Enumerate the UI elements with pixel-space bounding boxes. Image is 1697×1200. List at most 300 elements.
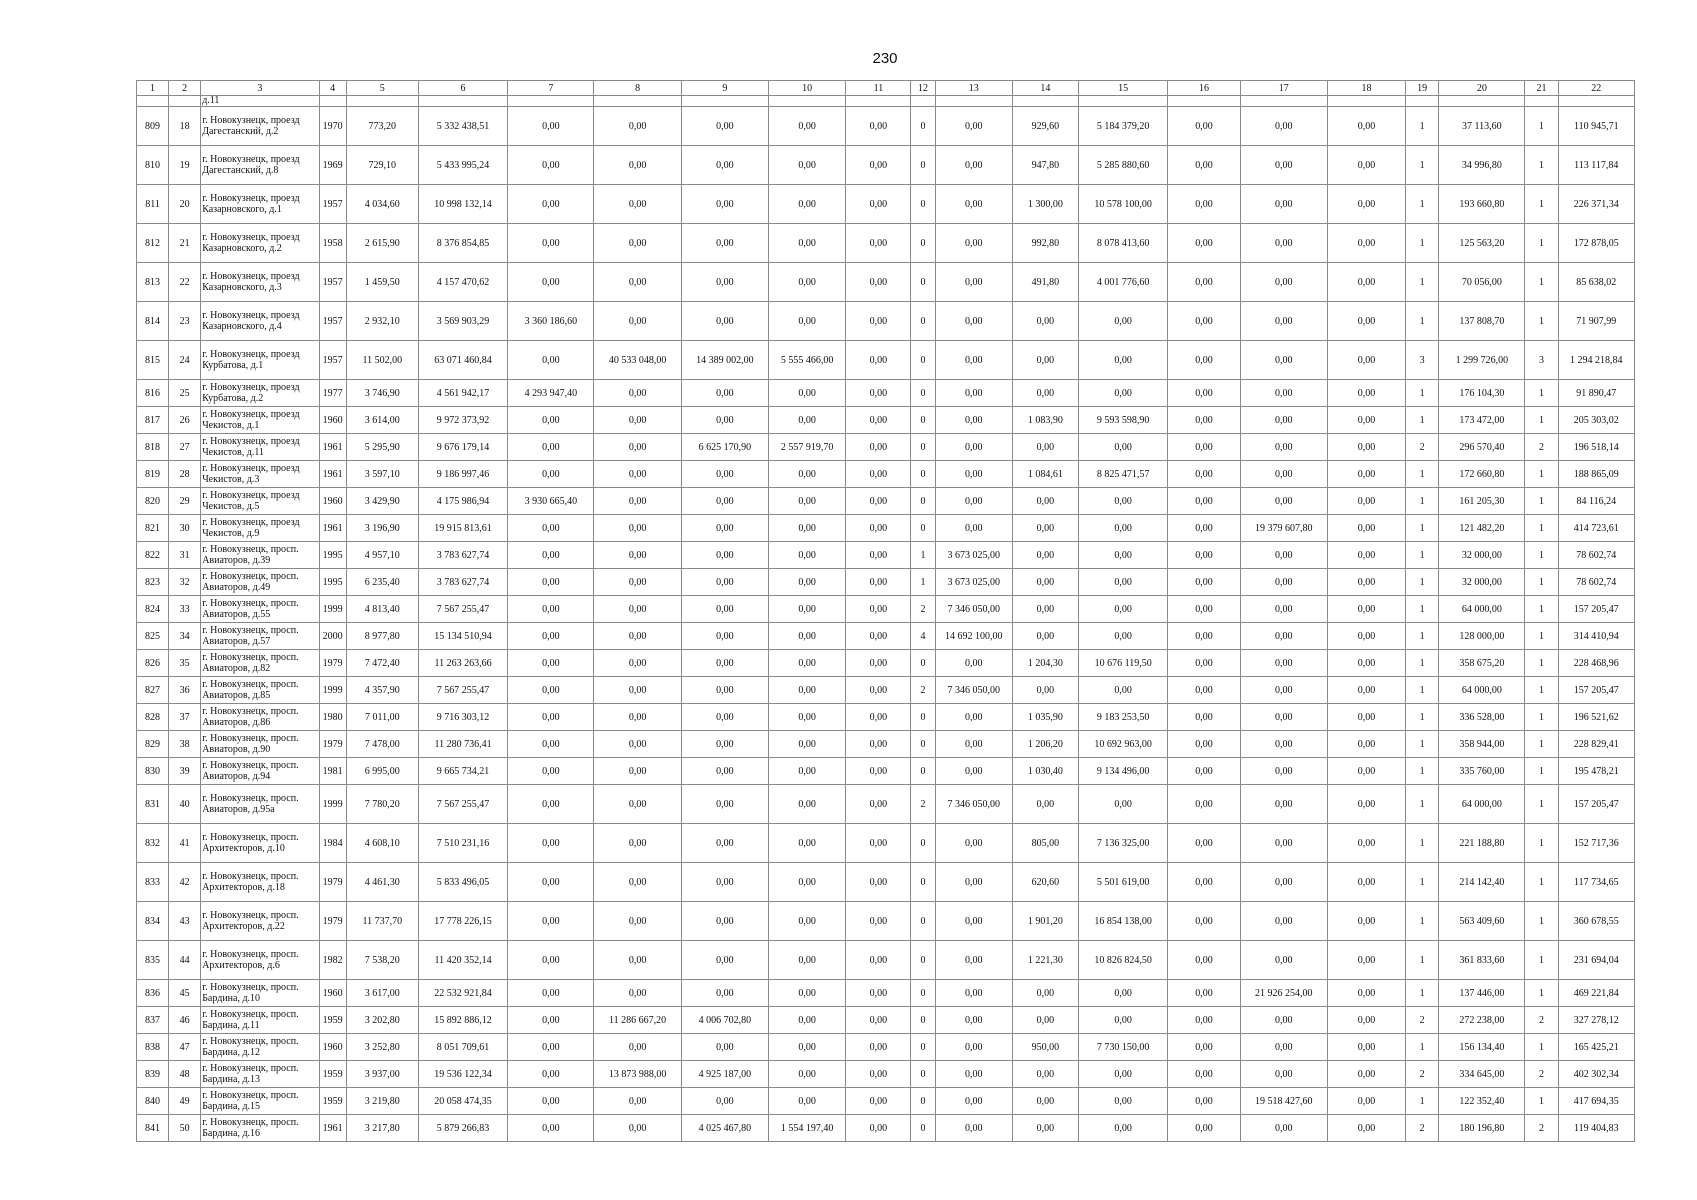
table-cell: 0,00 [846,302,911,341]
table-row [137,941,1635,980]
table-cell: 0,00 [1168,341,1240,380]
table-cell: 1977 [319,380,346,407]
table-cell: 0 [911,341,935,380]
table-cell: 0,00 [1079,785,1168,824]
table-cell: 1979 [319,650,346,677]
table-cell: 0,00 [594,650,681,677]
table-cell: 0,00 [594,863,681,902]
table-cell: 0,00 [1168,1007,1240,1034]
table-row [137,1061,1635,1088]
table-cell: 0,00 [1240,1061,1327,1088]
table-cell: 0,00 [1327,650,1405,677]
table-cell: 3 673 025,00 [935,542,1012,569]
table-cell: 0 [911,461,935,488]
table-cell: 1 [1406,263,1439,302]
table-cell: 0,00 [1012,515,1078,542]
table-cell: 43 [169,902,201,941]
column-header: 22 [1558,81,1634,96]
address-cell: г. Новокузнецк, просп. Авиаторов, д.39 [201,542,319,569]
table-cell: 5 295,90 [346,434,418,461]
table-cell: 0,00 [1327,1088,1405,1115]
table-cell: 0,00 [681,1088,768,1115]
table-cell: 40 533 048,00 [594,341,681,380]
table-cell: 157 205,47 [1558,785,1634,824]
table-cell: 119 404,83 [1558,1115,1634,1142]
address-cell: г. Новокузнецк, просп. Авиаторов, д.49 [201,569,319,596]
table-cell: 9 593 598,90 [1079,407,1168,434]
table-cell: 0 [911,1061,935,1088]
table-cell: 110 945,71 [1558,107,1634,146]
table-cell: 3 617,00 [346,980,418,1007]
table-cell: 1979 [319,731,346,758]
table-cell: 0,00 [1079,1061,1168,1088]
table-cell: 125 563,20 [1439,224,1525,263]
table-cell: 0,00 [1327,902,1405,941]
table-cell: 1959 [319,1088,346,1115]
table-cell: 228 468,96 [1558,650,1634,677]
table-cell: 91 890,47 [1558,380,1634,407]
table-cell: 0,00 [594,515,681,542]
table-cell: 1 [1525,224,1558,263]
table-cell: 4 [911,623,935,650]
table-cell: 32 000,00 [1439,542,1525,569]
table-cell: 1 [1406,569,1439,596]
table-cell: 0,00 [1168,824,1240,863]
table-cell: 0,00 [769,824,846,863]
table-row [137,542,1635,569]
table-cell: 0,00 [1012,623,1078,650]
table-cell: 0,00 [769,650,846,677]
table-cell: 15 134 510,94 [418,623,507,650]
address-cell: г. Новокузнецк, проезд Казарновского, д.3 [201,263,319,302]
table-cell: 0,00 [594,407,681,434]
table-cell: 821 [137,515,169,542]
table-cell: 0,00 [846,1007,911,1034]
table-cell: 0,00 [1012,980,1078,1007]
address-cell: г. Новокузнецк, проезд Чекистов, д.1 [201,407,319,434]
carry-cell [169,96,201,107]
table-cell: 0,00 [846,569,911,596]
table-cell: 29 [169,488,201,515]
table-cell: 831 [137,785,169,824]
table-cell: 1 [1406,542,1439,569]
table-cell: 0,00 [594,980,681,1007]
table-cell: 4 925 187,00 [681,1061,768,1088]
table-cell: 2 615,90 [346,224,418,263]
table-cell: 0,00 [769,623,846,650]
table-cell: 0,00 [935,515,1012,542]
table-cell: 0,00 [769,302,846,341]
table-cell: 417 694,35 [1558,1088,1634,1115]
table-cell: 2 932,10 [346,302,418,341]
table-cell: 402 302,34 [1558,1061,1634,1088]
table-cell: 37 [169,704,201,731]
table-cell: 1959 [319,1061,346,1088]
table-cell: 36 [169,677,201,704]
table-cell: 0,00 [935,302,1012,341]
table-cell: 0,00 [1168,677,1240,704]
table-cell: 0,00 [769,785,846,824]
table-cell: 0,00 [769,863,846,902]
table-cell: 0,00 [769,596,846,623]
table-cell: 70 056,00 [1439,263,1525,302]
table-row [137,302,1635,341]
table-cell: 0,00 [1240,704,1327,731]
table-cell: 0,00 [508,941,594,980]
table-cell: 10 676 119,50 [1079,650,1168,677]
table-cell: 214 142,40 [1439,863,1525,902]
table-cell: 0,00 [935,650,1012,677]
column-header: 11 [846,81,911,96]
table-row [137,785,1635,824]
table-cell: 0,00 [846,380,911,407]
table-cell: 818 [137,434,169,461]
address-cell: г. Новокузнецк, просп. Авиаторов, д.82 [201,650,319,677]
table-cell: 0,00 [1327,263,1405,302]
table-cell: 34 [169,623,201,650]
column-header: 1 [137,81,169,96]
table-cell: 2 [1406,434,1439,461]
table-cell: 5 184 379,20 [1079,107,1168,146]
table-cell: 5 879 266,83 [418,1115,507,1142]
table-cell: 0 [911,863,935,902]
table-cell: 0 [911,434,935,461]
table-cell: 358 944,00 [1439,731,1525,758]
table-cell: 0,00 [508,263,594,302]
table-cell: 0,00 [508,704,594,731]
table-cell: 0,00 [594,704,681,731]
table-cell: 228 829,41 [1558,731,1634,758]
table-cell: 10 826 824,50 [1079,941,1168,980]
table-cell: 0,00 [508,623,594,650]
table-cell: 42 [169,863,201,902]
table-cell: 122 352,40 [1439,1088,1525,1115]
table-cell: 1 [1525,704,1558,731]
table-cell: 839 [137,1061,169,1088]
address-cell: г. Новокузнецк, проезд Казарновского, д.4 [201,302,319,341]
table-row [137,341,1635,380]
table-cell: 0,00 [1240,623,1327,650]
carry-cell [1168,96,1240,107]
table-cell: 0,00 [594,380,681,407]
table-cell: 0,00 [508,107,594,146]
address-cell: г. Новокузнецк, проезд Курбатова, д.2 [201,380,319,407]
table-cell: 0,00 [1327,569,1405,596]
table-cell: 1970 [319,107,346,146]
table-cell: 0,00 [935,1088,1012,1115]
table-cell: 6 995,00 [346,758,418,785]
column-header: 6 [418,81,507,96]
table-cell: 0,00 [1327,596,1405,623]
table-cell: 2 [1406,1007,1439,1034]
table-cell: 1 030,40 [1012,758,1078,785]
table-cell: 4 157 470,62 [418,263,507,302]
table-cell: 137 808,70 [1439,302,1525,341]
table-cell: 0,00 [1079,677,1168,704]
table-cell: 0,00 [846,677,911,704]
table-cell: 0,00 [935,1034,1012,1061]
table-cell: 0,00 [681,407,768,434]
table-cell: 1984 [319,824,346,863]
table-cell: 7 136 325,00 [1079,824,1168,863]
table-cell: 1 [1525,302,1558,341]
table-cell: 0,00 [681,302,768,341]
table-cell: 0,00 [1327,224,1405,263]
table-cell: 0,00 [1240,263,1327,302]
table-cell: 0,00 [681,185,768,224]
table-cell: 1 [1406,380,1439,407]
table-cell: 0,00 [508,1115,594,1142]
table-cell: 5 833 496,05 [418,863,507,902]
table-cell: 4 813,40 [346,596,418,623]
table-cell: 28 [169,461,201,488]
table-cell: 814 [137,302,169,341]
table-cell: 226 371,34 [1558,185,1634,224]
table-row [137,731,1635,758]
column-header: 4 [319,81,346,96]
table-cell: 0,00 [1168,1034,1240,1061]
table-cell: 0,00 [1079,380,1168,407]
table-cell: 0,00 [508,863,594,902]
table-cell: 1 [1406,407,1439,434]
table-cell: 0,00 [935,185,1012,224]
table-cell: 0,00 [508,980,594,1007]
table-cell: 0,00 [1327,461,1405,488]
table-cell: 620,60 [1012,863,1078,902]
carry-cell [319,96,346,107]
table-cell: 7 011,00 [346,704,418,731]
table-cell: 1 [1406,623,1439,650]
table-cell: 0,00 [1168,515,1240,542]
table-cell: 0,00 [1012,380,1078,407]
table-cell: 563 409,60 [1439,902,1525,941]
carry-cell [935,96,1012,107]
table-cell: 947,80 [1012,146,1078,185]
table-cell: 0 [911,941,935,980]
table-cell: 176 104,30 [1439,380,1525,407]
column-header: 8 [594,81,681,96]
table-cell: 0,00 [1168,263,1240,302]
table-cell: 0,00 [1012,785,1078,824]
address-cell: г. Новокузнецк, проезд Чекистов, д.3 [201,461,319,488]
table-cell: 0,00 [1327,758,1405,785]
table-cell: 0,00 [769,185,846,224]
table-cell: 0 [911,146,935,185]
table-cell: 2 [1406,1061,1439,1088]
table-cell: 829 [137,731,169,758]
table-cell: 816 [137,380,169,407]
table-cell: 3 569 903,29 [418,302,507,341]
column-header: 12 [911,81,935,96]
table-cell: 137 446,00 [1439,980,1525,1007]
table-cell: 22 [169,263,201,302]
table-cell: 0,00 [769,488,846,515]
table-cell: 0,00 [1240,785,1327,824]
table-cell: 1 [1406,941,1439,980]
table-cell: 0,00 [508,542,594,569]
table-cell: 3 429,90 [346,488,418,515]
table-cell: 0,00 [1079,302,1168,341]
table-cell: 4 001 776,60 [1079,263,1168,302]
column-header: 15 [1079,81,1168,96]
table-cell: 0,00 [508,731,594,758]
table-cell: 1 [1406,650,1439,677]
table-cell: 84 116,24 [1558,488,1634,515]
table-cell: 1 [1525,380,1558,407]
table-cell: 1 901,20 [1012,902,1078,941]
table-cell: 44 [169,941,201,980]
table-cell: 1979 [319,902,346,941]
table-cell: 0 [911,1115,935,1142]
table-cell: 1961 [319,434,346,461]
address-cell: г. Новокузнецк, просп. Авиаторов, д.85 [201,677,319,704]
table-cell: 11 420 352,14 [418,941,507,980]
table-cell: 1 [1406,515,1439,542]
table-cell: 7 780,20 [346,785,418,824]
table-cell: 7 538,20 [346,941,418,980]
table-cell: 4 293 947,40 [508,380,594,407]
table-cell: 1957 [319,263,346,302]
table-cell: 0,00 [594,941,681,980]
table-cell: 4 357,90 [346,677,418,704]
table-cell: 7 346 050,00 [935,596,1012,623]
table-cell: 7 567 255,47 [418,785,507,824]
table-cell: 0 [911,185,935,224]
table-cell: 812 [137,224,169,263]
table-cell: 0,00 [846,980,911,1007]
table-cell: 0,00 [1168,302,1240,341]
table-cell: 0,00 [1012,677,1078,704]
table-cell: 0,00 [1168,434,1240,461]
table-cell: 0,00 [1168,863,1240,902]
table-cell: 1 [1406,704,1439,731]
table-cell: 817 [137,407,169,434]
table-cell: 0,00 [935,107,1012,146]
table-cell: 0 [911,1034,935,1061]
table-cell: 296 570,40 [1439,434,1525,461]
table-cell: 0 [911,263,935,302]
carry-cell [137,96,169,107]
table-cell: 3 783 627,74 [418,542,507,569]
carry-cell [1558,96,1634,107]
carry-cell [1079,96,1168,107]
address-cell: г. Новокузнецк, просп. Архитекторов, д.18 [201,863,319,902]
table-cell: 0,00 [508,1007,594,1034]
table-cell: 0,00 [935,488,1012,515]
table-cell: 1961 [319,1115,346,1142]
table-cell: 1 [1525,731,1558,758]
table-row [137,650,1635,677]
table-cell: 0 [911,515,935,542]
table-cell: 0,00 [935,224,1012,263]
table-cell: 0,00 [769,731,846,758]
address-cell: г. Новокузнецк, просп. Авиаторов, д.94 [201,758,319,785]
table-cell: 826 [137,650,169,677]
table-cell: 0 [911,407,935,434]
table-cell: 1 [1525,863,1558,902]
table-cell: 0,00 [846,824,911,863]
table-cell: 1 [1406,785,1439,824]
table-row [137,758,1635,785]
table-cell: 4 957,10 [346,542,418,569]
table-cell: 0,00 [1327,107,1405,146]
table-cell: 0 [911,902,935,941]
table-cell: 47 [169,1034,201,1061]
table-cell: 1 [1525,824,1558,863]
table-cell: 0,00 [769,380,846,407]
table-cell: 0,00 [769,1088,846,1115]
table-cell: 19 536 122,34 [418,1061,507,1088]
table-cell: 0,00 [1012,341,1078,380]
table-cell: 0,00 [769,1007,846,1034]
table-cell: 18 [169,107,201,146]
table-cell: 0,00 [846,515,911,542]
table-cell: 20 [169,185,201,224]
table-cell: 152 717,36 [1558,824,1634,863]
table-cell: 0,00 [681,380,768,407]
table-cell: 0,00 [508,650,594,677]
table-cell: 0,00 [769,980,846,1007]
table-cell: 0,00 [1168,902,1240,941]
table-cell: 1 [1525,623,1558,650]
table-cell: 0,00 [1168,407,1240,434]
table-cell: 0,00 [1327,1034,1405,1061]
table-cell: 0,00 [1327,941,1405,980]
table-cell: 1 [1525,596,1558,623]
table-cell: 0,00 [1168,1088,1240,1115]
table-cell: 0 [911,1007,935,1034]
table-row [137,488,1635,515]
table-cell: 1 [1525,785,1558,824]
table-row [137,824,1635,863]
address-cell: г. Новокузнецк, просп. Архитекторов, д.6 [201,941,319,980]
address-cell: г. Новокузнецк, просп. Архитекторов, д.10 [201,824,319,863]
table-cell: 1957 [319,341,346,380]
table-cell: 0,00 [681,1034,768,1061]
table-cell: 0,00 [1327,302,1405,341]
table-cell: 6 625 170,90 [681,434,768,461]
table-cell: 10 998 132,14 [418,185,507,224]
table-cell: 21 926 254,00 [1240,980,1327,1007]
table-cell: 7 472,40 [346,650,418,677]
table-cell: 3 614,00 [346,407,418,434]
table-cell: 0,00 [935,263,1012,302]
table-cell: 20 058 474,35 [418,1088,507,1115]
table-cell: 0,00 [594,824,681,863]
table-cell: 0,00 [935,407,1012,434]
address-cell: г. Новокузнецк, просп. Авиаторов, д.90 [201,731,319,758]
table-cell: 1 [1406,488,1439,515]
table-cell: 809 [137,107,169,146]
carry-cell [508,96,594,107]
table-cell: 5 555 466,00 [769,341,846,380]
table-cell: 0,00 [1168,1061,1240,1088]
table-cell: 2 [911,677,935,704]
table-cell: 21 [169,224,201,263]
table-cell: 7 510 231,16 [418,824,507,863]
table-cell: 41 [169,824,201,863]
address-cell: г. Новокузнецк, проезд Чекистов, д.5 [201,488,319,515]
table-cell: 4 608,10 [346,824,418,863]
table-cell: 0,00 [1079,1007,1168,1034]
table-cell: 1982 [319,941,346,980]
table-cell: 0,00 [846,731,911,758]
table-cell: 327 278,12 [1558,1007,1634,1034]
table-row [137,902,1635,941]
table-row [137,185,1635,224]
table-cell: 9 665 734,21 [418,758,507,785]
table-cell: 0,00 [594,488,681,515]
